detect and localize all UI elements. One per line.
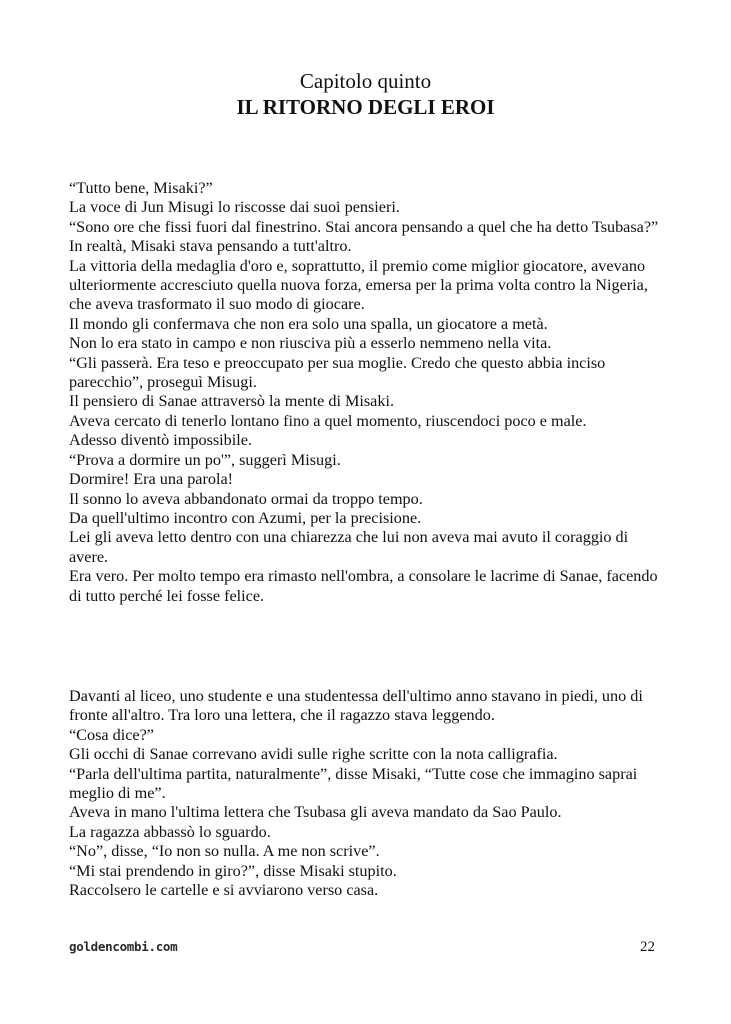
paragraph: La voce di Jun Misugi lo riscosse dai suoi pensieri. (69, 198, 400, 217)
chapter-subtitle: Capitolo quinto (299, 69, 432, 93)
paragraph: Adesso diventò impossibile. (69, 431, 253, 450)
footer-site-name: goldencombi.com (69, 939, 178, 954)
paragraph: Aveva cercato di tenerlo lontano fino a quel momento, riuscendoci poco e male. (69, 411, 587, 430)
chapter-title: IL RITORNO DEGLI EROI (236, 95, 495, 119)
paragraph: Raccolsero le cartelle e si avviarono verso casa. (69, 881, 379, 900)
paragraph: Davanti al liceo, uno studente e una studentessa dell'ultimo anno stavano in piedi, uno di fronte all'altro. Tra loro una lettera, che il ragazzo stava leggendo. (69, 687, 643, 725)
text-section-1 (69, 179, 659, 606)
paragraph: Lei gli aveva letto dentro con una chiarezza che lui non aveva mai avuto il coraggio di avere. (69, 528, 629, 566)
paragraph: “No”, disse, “Io non so nulla. A me non scrive”. (69, 842, 380, 861)
paragraph: “Gli passerà. Era teso e preoccupato per sua moglie. Credo che questo abbia inciso parecchio”, proseguì Misugi. (69, 353, 606, 392)
paragraph: Non lo era stato in campo e non riusciva più a esserlo nemmeno nella vita. (69, 334, 552, 353)
paragraph: “Cosa dice?” (69, 725, 154, 744)
paragraph: Il sonno lo aveva abbandonato ormai da troppo tempo. (69, 489, 423, 508)
paragraph: “Prova a dormire un po'”, suggerì Misugi. (69, 450, 341, 469)
page-number: 22 (640, 939, 655, 955)
paragraph: Gli occhi di Sanae correvano avidi sulle righe scritte con la nota calligrafia. (69, 745, 558, 764)
paragraph: Aveva in mano l'ultima lettera che Tsubasa gli aveva mandato da Sao Paulo. (69, 803, 562, 822)
paragraph: “Sono ore che fissi fuori dal finestrino. Stai ancora pensando a quel che ha detto Tsubasa?” (69, 217, 659, 236)
paragraph: La vittoria della medaglia d'oro e, soprattutto, il premio come miglior giocatore, avevano ulteriormente accresciuto quella nuova forza, emersa per la prima volta contro la Nigeria, che aveva trasformato il suo modo di giocare. (69, 256, 648, 314)
paragraph: Era vero. Per molto tempo era rimasto nell'ombra, a consolare le lacrime di Sanae, facendo di tutto perché lei fosse felice. (69, 567, 658, 605)
paragraph: “Mi stai prendendo in giro?”, disse Misaki stupito. (69, 861, 397, 880)
paragraph: Dormire! Era una parola! (69, 470, 234, 489)
paragraph: “Tutto bene, Misaki?” (69, 179, 213, 197)
text-section-2 (69, 687, 659, 900)
paragraph: La ragazza abbassò lo sguardo. (69, 822, 271, 841)
paragraph: In realtà, Misaki stava pensando a tutt'altro. (69, 237, 352, 256)
chapter-header (0, 68, 731, 120)
paragraph: “Parla dell'ultima partita, naturalmente”, disse Misaki, “Tutte cose che immagino saprai meglio di me”. (69, 764, 638, 803)
paragraph: Da quell'ultimo incontro con Azumi, per la precisione. (69, 508, 422, 527)
paragraph: Il pensiero di Sanae attraversò la mente di Misaki. (69, 392, 394, 411)
paragraph: Il mondo gli confermava che non era solo una spalla, un giocatore a metà. (69, 314, 548, 333)
